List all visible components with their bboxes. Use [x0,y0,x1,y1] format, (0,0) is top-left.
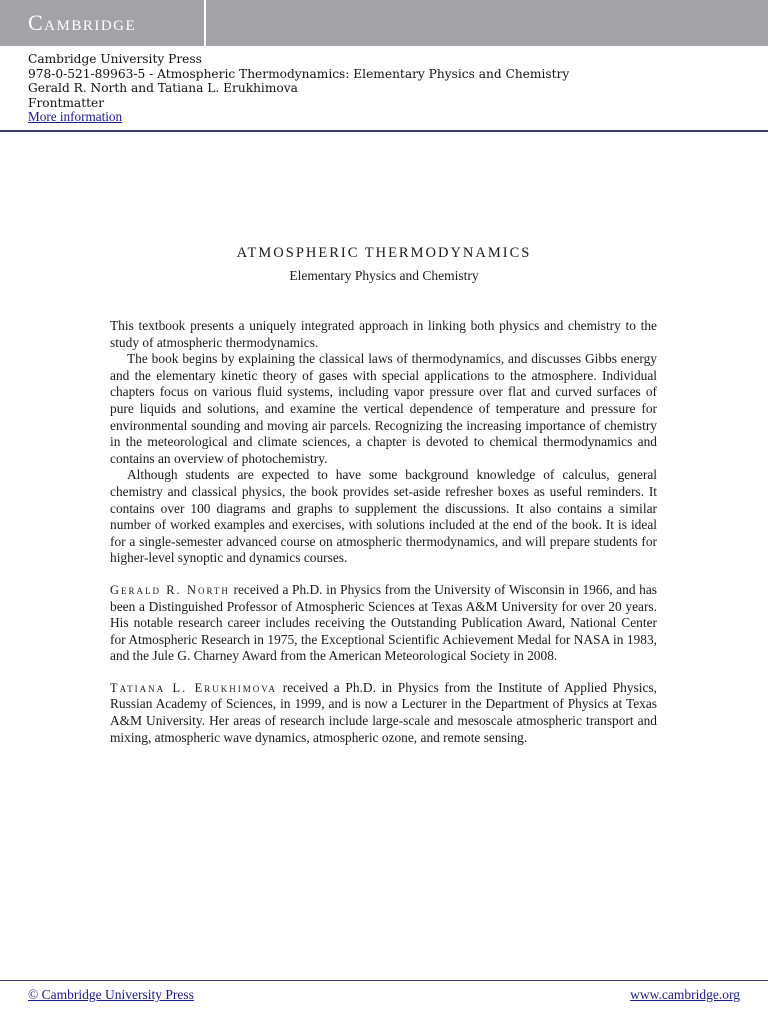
description-paragraph-1: This textbook presents a uniquely integrated approach in linking both physics and chemistry to the study of atmospheric thermodynamics. [110,318,657,350]
document-metadata [28,52,748,125]
header-banner [0,0,768,46]
isbn-title-line: 978-0-521-89963-5 - Atmospheric Thermodynamics: Elementary Physics and Chemistry [28,66,570,81]
footer-rule [0,980,768,981]
section-line: Frontmatter [28,95,105,110]
author-bio-erukhimova-text: received a Ph.D. in Physics from the Institute of Applied Physics, Russian Academy of Sciences, in 1999, and is now a Lecturer in the Department of Physics at Texas A&M University. Her areas of research include large-scale and mesoscale atmospheric transport and mixing, atmospheric wave dynamics, atmospheric ozone, and remote sensing. [110,679,657,745]
website-link[interactable]: www.cambridge.org [630,987,740,1002]
author-bio-north-text: received a Ph.D. in Physics from the University of Wisconsin in 1966, and has been a Distinguished Professor of Atmospheric Sciences at Texas A&M University for over 20 years. His notable research career includes receiving the Outstanding Publication Award, National Center for Atmospheric Research in 1975, the Exceptional Scientific Achievement Medal for NASA in 1983, and the Jule G. Charney Award from the American Meteorological Society in 2008. [110,581,657,664]
cambridge-logo: Cambridge [28,10,137,35]
author-bio-erukhimova [110,680,657,746]
author-name-north: Gerald R. North [110,582,230,597]
book-title: ATMOSPHERIC THERMODYNAMICS [236,245,532,261]
banner-divider [204,0,206,46]
author-name-erukhimova: Tatiana L. Erukhimova [110,680,278,695]
book-subtitle: Elementary Physics and Chemistry [289,268,479,283]
publisher-line: Cambridge University Press [28,52,202,66]
description-paragraph-3: Although students are expected to have some background knowledge of calculus, general chemistry and classical physics, the book provides set-aside refresher boxes as useful reminders. It contains over 100 diagrams and graphs to supplement the discussions. It also contains a similar number of worked examples and exercises, with solutions included at the end of the book. It is ideal for a single-semester advanced course on atmospheric thermodynamics, and will prepare students for higher-level synoptic and dynamics courses. [110,467,657,566]
header-rule [0,130,768,132]
description-paragraph-2: The book begins by explaining the classical laws of thermodynamics, and discusses Gibbs energy and the elementary kinetic theory of gases with special applications to the atmosphere. Individual chapters focus on various fluid systems, including vapor pressure over flat and curved surfaces of pure liquids and solutions, and examine the vertical dependence of temperature and pressure for environmental sounding and moving air parcels. Recognizing the increasing importance of chemistry in the meteorological and climate sciences, a chapter is devoted to chemical thermodynamics and contains an overview of photochemistry. [110,351,657,466]
author-bio-north [110,582,657,665]
book-description [110,318,657,746]
copyright-link[interactable]: © Cambridge University Press [28,987,194,1002]
more-information-link[interactable]: More information [28,109,123,125]
authors-line: Gerald R. North and Tatiana L. Erukhimova [28,81,298,96]
